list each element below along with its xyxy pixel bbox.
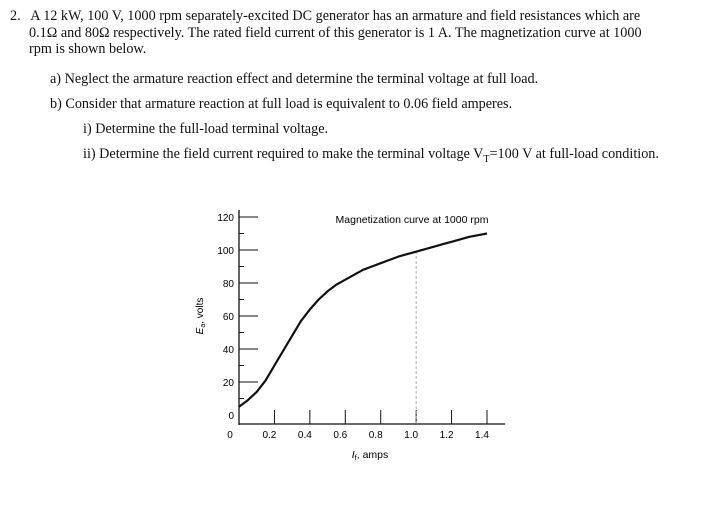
- y-tick-label-0: 0: [228, 411, 234, 422]
- y-tick-label-120: 120: [217, 213, 234, 224]
- y-tick-label-80: 80: [222, 279, 234, 290]
- problem-line-2: 0.1Ω and 80Ω respectively. The rated field current of this generator is 1 A. The magnetization curve at 1000: [29, 24, 642, 41]
- x-tick-label-0.6: 0.6: [333, 430, 348, 441]
- y-axis-label-symbol: E: [195, 327, 206, 335]
- y-tick-label-100: 100: [217, 246, 234, 257]
- problem-text-1: A 12 kW, 100 V, 1000 rpm separately-excited DC generator has an armature and field resistances which are: [30, 8, 641, 24]
- x-ticks: [227, 410, 489, 441]
- x-axis-label-symbol: I: [351, 449, 355, 461]
- x-tick-label-0.8: 0.8: [368, 430, 383, 441]
- x-axis-label-unit: , amps: [356, 449, 389, 461]
- x-tick-label-0.2: 0.2: [262, 430, 277, 441]
- y-axis-label: [195, 298, 207, 335]
- y-tick-label-60: 60: [222, 312, 234, 323]
- part-b-ii-text: ii) Determine the field current required to make the terminal voltage V: [83, 146, 484, 162]
- chart-axes: [239, 210, 505, 425]
- x-tick-label-0.4: 0.4: [297, 430, 312, 441]
- problem-line-3: rpm is shown below.: [29, 41, 147, 57]
- x-axis-label-subscript: f: [354, 453, 357, 462]
- x-axis-label: [352, 449, 389, 462]
- part-b-i: i) Determine the full-load terminal voltage.: [83, 121, 329, 137]
- part-b-ii-text-end: =100 V at full-load condition.: [489, 146, 659, 162]
- y-axis-label-unit: , volts: [195, 297, 206, 324]
- chart-title: Magnetization curve at 1000 rpm: [335, 214, 489, 226]
- problem-number: 2.: [10, 8, 21, 24]
- y-ticks: [217, 213, 258, 422]
- part-b-ii-subscript: T: [483, 153, 490, 165]
- x-tick-label-1.2: 1.2: [439, 430, 454, 441]
- y-axis-label-subscript: a: [200, 323, 207, 328]
- y-tick-label-40: 40: [222, 345, 234, 356]
- y-tick-label-20: 20: [222, 378, 234, 389]
- x-tick-label-1.4: 1.4: [475, 430, 489, 441]
- part-a: a) Neglect the armature reaction effect and determine the terminal voltage at full load.: [50, 71, 539, 87]
- x-tick-label-0: 0: [227, 430, 233, 441]
- part-b: b) Consider that armature reaction at full load is equivalent to 0.06 field amperes.: [50, 96, 513, 112]
- x-tick-label-1.0: 1.0: [404, 430, 419, 441]
- magnetization-curve: [239, 234, 487, 407]
